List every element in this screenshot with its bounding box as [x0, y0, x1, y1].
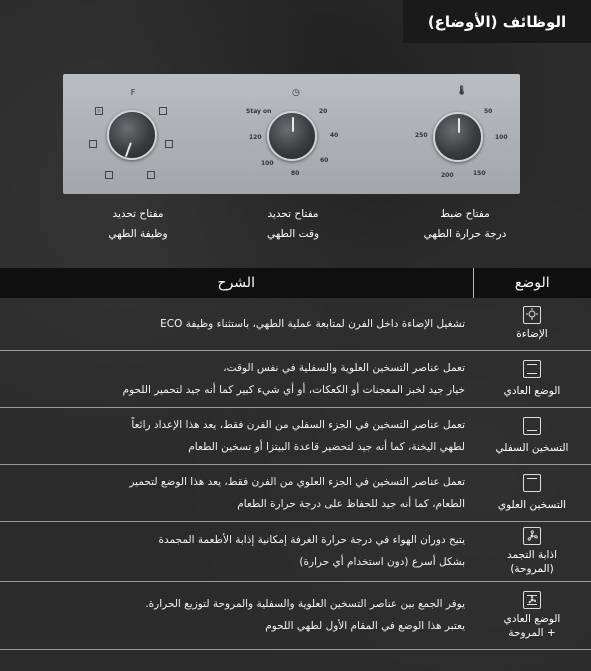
timer-label: 80	[291, 170, 300, 177]
timer-knob[interactable]	[267, 111, 317, 161]
temp-label: 50	[484, 108, 493, 115]
bulb-icon	[523, 306, 541, 324]
temp-label: 200	[441, 172, 454, 179]
header-mode: الوضع	[473, 268, 591, 298]
mode-cell	[473, 521, 591, 581]
table-header-row	[0, 268, 591, 298]
mode-cell	[473, 464, 591, 521]
table-row	[0, 350, 591, 407]
table-row	[0, 464, 591, 521]
temp-label: 100	[495, 134, 508, 141]
mode-name: الوضع العادي	[503, 612, 561, 625]
table-row	[0, 407, 591, 464]
fan-top-bottom-icon	[523, 591, 541, 609]
timer-label: 120	[249, 134, 262, 141]
description-cell: تعمل عناصر التسخين في الجزء السفلي من الفرن فقط، يعد هذا الإعداد رائعاً لطهي اليخنة، كما أنه جيد لتحضير قاعدة البيتزا أو تسخين الطعام	[0, 407, 473, 464]
mode-name: الإضاءة	[516, 328, 548, 341]
timer-label: 20	[319, 108, 328, 115]
defrost-symbol-icon	[89, 140, 97, 148]
mode-name: الوضع العادي	[503, 384, 561, 397]
description-cell: تعمل عناصر التسخين العلوية والسفلية في نفس الوقت، خيار جيد لخبز المعجنات أو الكعكات، أو أي شيء كبير كما أنه جيد لتحمير اللحوم	[0, 350, 473, 407]
normal-heat-symbol-icon	[147, 171, 155, 179]
timer-label: 60	[320, 157, 329, 164]
temp-label: 150	[473, 170, 486, 177]
bottom-heat-icon	[523, 417, 541, 435]
top-heat-symbol-icon	[165, 140, 173, 148]
modes-table	[0, 268, 591, 650]
mode-cell	[473, 350, 591, 407]
knob-captions	[0, 204, 591, 244]
top-heat-icon	[523, 474, 541, 492]
function-knob[interactable]	[107, 110, 157, 160]
grill-symbol-icon	[159, 107, 167, 115]
table-row	[0, 521, 591, 581]
table-row	[0, 581, 591, 649]
timer-label: 40	[330, 132, 339, 139]
mode-name: (المروحة)	[510, 562, 554, 575]
description-cell: يوفر الجمع بين عناصر التسخين العلوية والسفلية والمروحة لتوزيع الحرارة. يعتبر هذا الوضع في المقام الأول لطهي اللحوم	[0, 581, 473, 649]
mode-cell	[473, 407, 591, 464]
mode-cell	[473, 581, 591, 649]
description-cell: تعمل عناصر التسخين في الجزء العلوي من الفرن فقط، يعد هذا الوضع لتحمير الطعام، كما أنه جيد للحفاظ على درجة حرارة الطعام	[0, 464, 473, 521]
mode-name: اذابة التجمد	[506, 548, 558, 561]
timer-label: 100	[261, 160, 274, 167]
temp-label: 250	[415, 132, 428, 139]
bottom-heat-symbol-icon	[105, 171, 113, 179]
header-description: الشرح	[0, 268, 473, 298]
mode-name: التسخين السفلي	[495, 441, 569, 454]
timer-symbol-icon: ◷	[292, 88, 300, 98]
page-title: الوظائف (الأوضاع)	[403, 0, 591, 43]
time-knob-caption: مفتاح تحديد وقت الطهي	[266, 208, 320, 240]
temperature-knob[interactable]	[433, 112, 483, 162]
table-row	[0, 298, 591, 350]
fan-symbol-icon: F	[130, 87, 136, 97]
oven-control-panel	[63, 74, 520, 194]
mode-name: + المروحة	[508, 626, 556, 639]
fan-icon	[523, 527, 541, 545]
timer-label: Stay on	[246, 108, 272, 115]
mode-name: التسخين العلوي	[497, 498, 567, 511]
function-knob-caption: مفتاح تحديد وظيفة الطهي	[108, 208, 168, 240]
top-bottom-heat-icon	[523, 360, 541, 378]
bulb-symbol-icon: ☼	[96, 107, 102, 115]
mode-cell	[473, 298, 591, 350]
temperature-knob-caption: مفتاح ضبط درجة حرارة الطهي	[423, 208, 507, 240]
thermometer-icon: 🌡	[456, 86, 468, 96]
description-cell: يتيح دوران الهواء في درجة حرارة الغرفة إمكانية إذابة الأطعمة المجمدة بشكل أسرع (دون استخدام أي حرارة)	[0, 521, 473, 581]
description-cell: تشغيل الإضاءة داخل الفرن لمتابعة عملية الطهي، باستثناء وظيفة ECO	[0, 298, 473, 350]
